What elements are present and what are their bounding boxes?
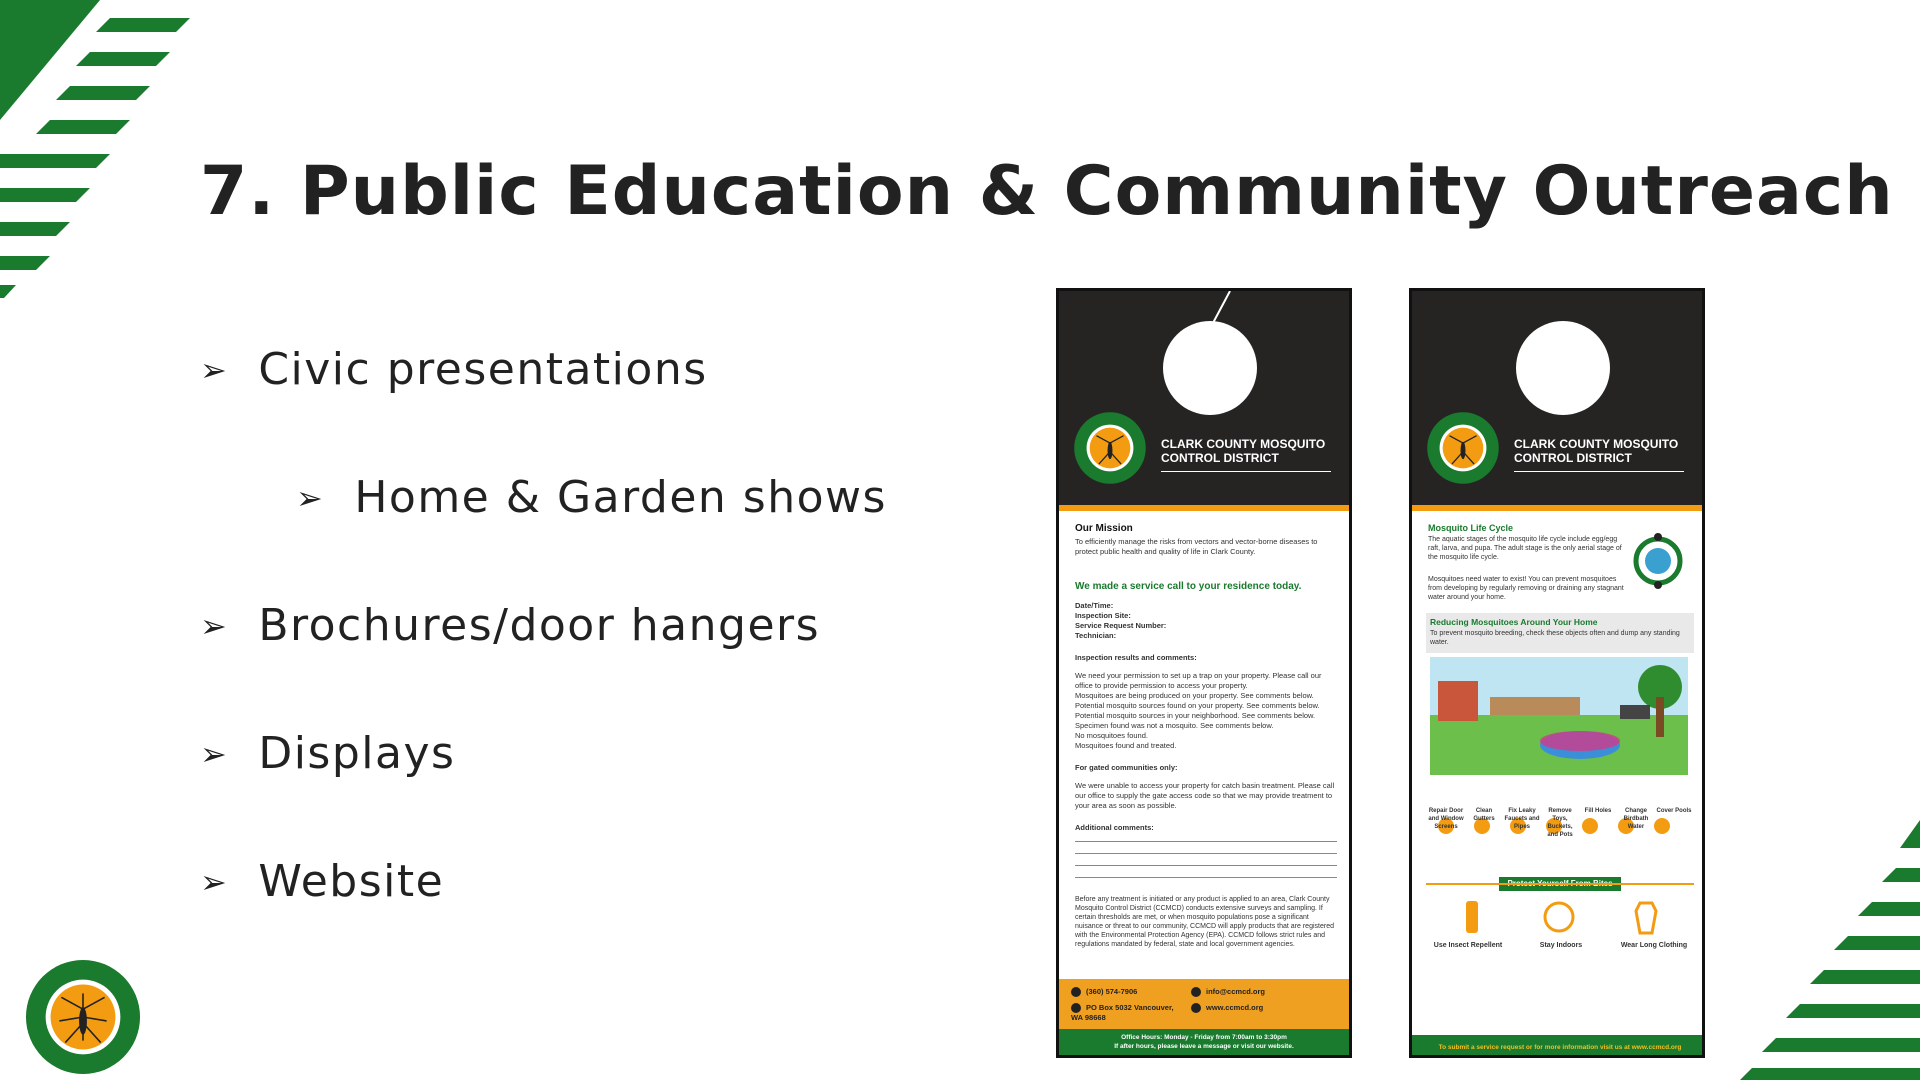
door-hanger-front: [1056, 288, 1352, 1058]
field-date: Date/Time:: [1075, 601, 1114, 610]
tip-item: Fill Holes: [1584, 808, 1612, 814]
bullet-item: [200, 600, 820, 651]
tips-list: [1428, 807, 1692, 839]
hanger-header: [1412, 291, 1702, 505]
hanger-footer: [1059, 979, 1349, 1055]
protect-item: Wear Long Clothing: [1620, 942, 1688, 949]
tip-item: Fix Leaky Faucets and Pipes: [1504, 808, 1540, 830]
comment-line: [1075, 841, 1337, 842]
lifecycle-title: Mosquito Life Cycle: [1428, 523, 1514, 533]
result-item: Specimen found was not a mosquito. See comments below.: [1075, 721, 1274, 730]
result-item: No mosquitoes found.: [1075, 731, 1148, 740]
mission-title: Our Mission: [1075, 523, 1133, 534]
district-logo: [24, 958, 142, 1076]
district-logo: [1426, 411, 1500, 485]
field-request: Service Request Number:: [1075, 621, 1167, 630]
hanger-org-name: CLARK COUNTY MOSQUITO CONTROL DISTRICT: [1161, 437, 1331, 472]
hanger-hole: [1163, 321, 1257, 415]
comment-line: [1075, 865, 1337, 866]
hanger-accent-bar: [1412, 505, 1702, 511]
bullet-text: Website: [258, 856, 445, 907]
tip-item: Cover Pools: [1656, 808, 1692, 814]
comment-line: [1075, 853, 1337, 854]
website-item: www.ccmcd.org: [1191, 1003, 1263, 1013]
address-item: PO Box 5032 Vancouver, WA 98668: [1071, 1003, 1174, 1023]
results-title: Inspection results and comments:: [1075, 653, 1197, 662]
field-technician: Technician:: [1075, 631, 1117, 640]
bullet-item: [200, 856, 444, 907]
bullet-item: [200, 344, 708, 395]
result-item: Potential mosquito sources found on your property. See comments below.: [1075, 701, 1320, 710]
mission-text: To efficiently manage the risks from vectors and vector-borne diseases to protect public health and quality of life in Clark County.: [1075, 537, 1318, 556]
location-icon: [1071, 1003, 1081, 1013]
result-item: Mosquitoes are being produced on your property. See comments below.: [1075, 691, 1314, 700]
bullet-text: Displays: [258, 728, 456, 779]
decorative-stripes-bottom-right: [1740, 820, 1920, 1080]
hanger-org-name: CLARK COUNTY MOSQUITO CONTROL DISTRICT: [1514, 437, 1684, 472]
additional-title: Additional comments:: [1075, 823, 1154, 832]
hanger-header: [1059, 291, 1349, 505]
result-item: Mosquitoes found and treated.: [1075, 741, 1177, 750]
protect-item: Use Insect Repellent: [1433, 942, 1503, 949]
email-icon: [1191, 987, 1201, 997]
hanger-accent-bar: [1059, 505, 1349, 511]
lifecycle-text-2: Mosquitoes need water to exist! You can prevent mosquitoes from developing by regularly removing or draining any stagnant water around your home.: [1428, 576, 1624, 601]
reducing-title: Reducing Mosquitoes Around Your Home: [1430, 617, 1598, 627]
lifecycle-diagram-icon: [1626, 519, 1690, 599]
bullet-text: Home & Garden shows: [354, 472, 887, 523]
disclaimer-text: Before any treatment is initiated or any product is applied to an area, Clark County Mosquito Control District (CCMCD) conducts extensive surveys and sampling. If certain thresholds are met, or when mosquito populations pose a significant nuisance or threat to our community, CCMCD will apply products that are registered with the Environmental Protection Agency (EPA). CCMCD follows strict rules and regulations mandated by federal, state and local government agencies.: [1075, 896, 1334, 948]
door-hanger-back: [1409, 288, 1705, 1058]
tip-item: Repair Door and Window Screens: [1428, 808, 1464, 830]
office-hours: Office Hours: Monday - Friday from 7:00am to 3:30pm If after hours, please leave a message or visit our website.: [1059, 1029, 1349, 1055]
tip-item: Clean Gutters: [1473, 808, 1495, 822]
result-item: We need your permission to set up a trap on your property. Please call our office to provide permission to access your property.: [1075, 671, 1322, 690]
reducing-text: To prevent mosquito breeding, check these objects often and dump any standing water.: [1430, 630, 1680, 646]
district-logo: [1073, 411, 1147, 485]
decorative-stripes-top-left: [0, 0, 200, 310]
result-item: Potential mosquito sources in your neighborhood. See comments below.: [1075, 711, 1316, 720]
globe-icon: [1191, 1003, 1201, 1013]
field-site: Inspection Site:: [1075, 611, 1131, 620]
bullet-arrow-icon: ➢: [200, 350, 229, 389]
backyard-illustration: [1430, 657, 1688, 775]
protect-icons: [1430, 897, 1688, 937]
bullet-text: Brochures/door hangers: [258, 600, 821, 651]
bullet-text: Civic presentations: [258, 344, 708, 395]
slide-title: 7. Public Education & Community Outreach: [200, 152, 1894, 231]
phone-icon: [1071, 987, 1081, 997]
submit-text: To submit a service request or for more information visit us at www.ccmcd.org: [1438, 1044, 1682, 1051]
phone-item: (360) 574-7906: [1071, 987, 1137, 997]
tip-item: Change Birdbath Water: [1623, 808, 1649, 830]
service-call-text: We made a service call to your residence today.: [1075, 581, 1302, 592]
protect-list: [1426, 941, 1696, 950]
tip-item: Remove Toys, Buckets, and Pots: [1547, 808, 1573, 838]
email-item: info@ccmcd.org: [1191, 987, 1265, 997]
comment-line: [1075, 877, 1337, 878]
bullet-item: [296, 472, 887, 523]
gated-text: We were unable to access your property for catch basin treatment. Please call our office to supply the gate access code so that we may provide treatment to your area as soon as possible.: [1075, 781, 1335, 810]
bullet-arrow-icon: ➢: [200, 606, 229, 645]
gated-title: For gated communities only:: [1075, 763, 1178, 772]
protect-item: Stay Indoors: [1539, 942, 1583, 949]
hanger-hole: [1516, 321, 1610, 415]
bullet-arrow-icon: ➢: [200, 862, 229, 901]
bullet-item: [200, 728, 455, 779]
bullet-arrow-icon: ➢: [200, 734, 229, 773]
lifecycle-text: The aquatic stages of the mosquito life cycle include egg/egg raft, larva, and pupa. The adult stage is the only aerial stage of the mosquito life cycle.: [1428, 536, 1622, 561]
bullet-arrow-icon: ➢: [296, 478, 325, 517]
protect-bar-line: [1426, 883, 1694, 885]
